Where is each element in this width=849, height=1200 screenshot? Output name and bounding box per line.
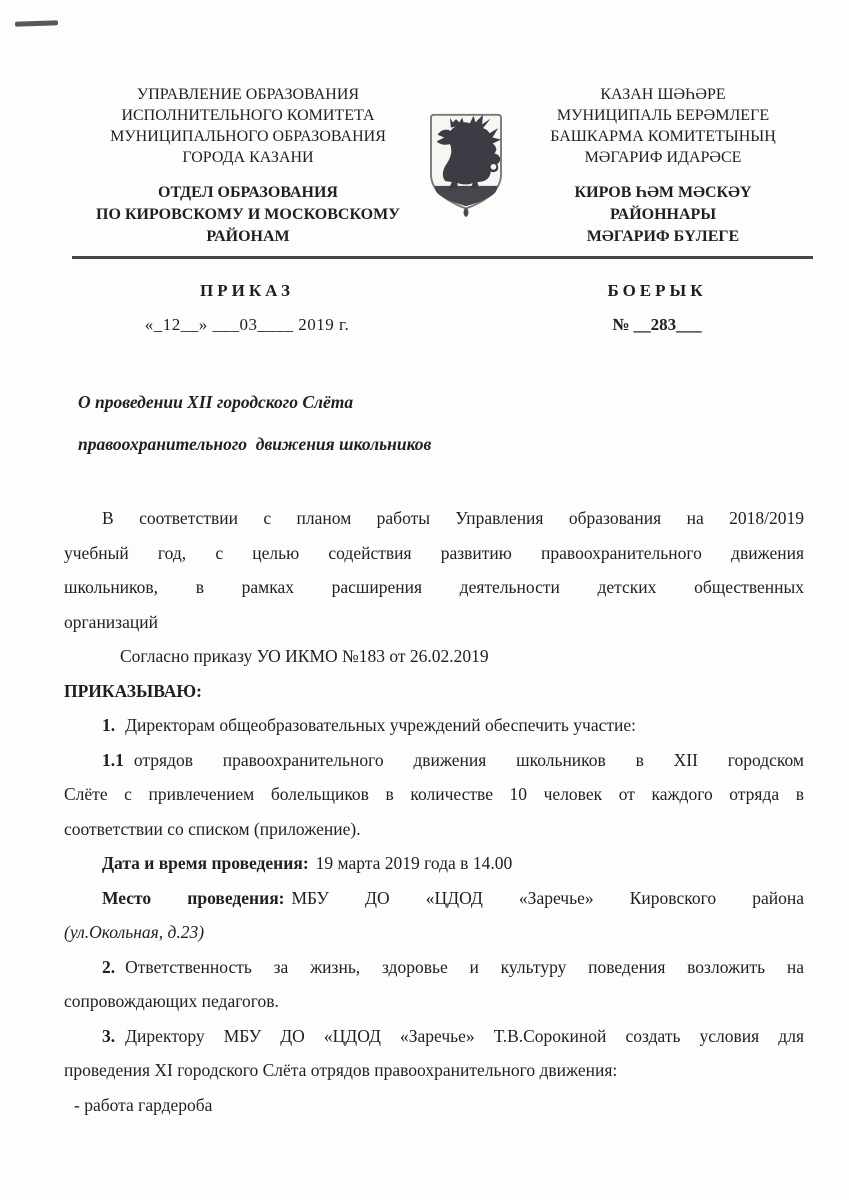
paragraph-line: учебный год, с целью содействия развитию правоохранительного движения <box>64 542 804 563</box>
dept-line: ПО КИРОВСКОМУ И МОСКОВСКОМУ <box>96 206 400 223</box>
dept-line: РАЙОННАРЫ <box>609 206 717 223</box>
scan-artifact-mark <box>15 20 58 26</box>
org-line: УПРАВЛЕНИЕ ОБРАЗОВАНИЯ <box>136 86 360 103</box>
item-1 <box>64 708 804 743</box>
item-number: 1. <box>102 715 116 735</box>
item-number: 1.1 <box>102 749 124 770</box>
order-body <box>64 501 804 1122</box>
dept-line: ОТДЕЛ ОБРАЗОВАНИЯ <box>158 184 338 201</box>
paragraph-line: сопровождающих педагогов. <box>64 991 279 1011</box>
place-line <box>64 881 804 916</box>
subject-line: О проведении XII городского Слёта <box>78 392 354 412</box>
order-heading-row <box>72 281 813 301</box>
item-text: Директорам общеобразовательных учреждений обеспечить участие: <box>125 715 636 735</box>
wardrobe-line: - работа гардероба <box>74 1094 213 1115</box>
subject-line: правоохранительного движения школьников <box>78 434 432 454</box>
order-date: «_12__» ___03____ 2019 г. <box>144 315 350 334</box>
item-1-1 <box>64 743 804 778</box>
prikazyvayu-heading: ПРИКАЗЫВАЮ: <box>64 680 202 701</box>
paragraph-line: В соответствии с планом работы Управления образования на 2018/2019 <box>102 508 804 528</box>
item-text: Директору МБУ ДО «ЦДОД «Заречье» Т.В.Сорокиной создать условия для <box>125 1025 804 1046</box>
header-divider <box>72 256 813 259</box>
datetime-label: Дата и время проведения: <box>102 853 309 873</box>
dept-block-russian <box>72 182 424 248</box>
order-heading-tat: БОЕРЫК <box>607 281 707 300</box>
org-line: МУНИЦИПАЛЬ БЕРӘМЛЕГЕ <box>556 107 770 124</box>
datetime-line <box>64 846 804 881</box>
org-block-russian <box>72 84 424 248</box>
dept-line: МӘГАРИФ БҮЛЕГЕ <box>586 228 740 245</box>
order-heading-ru: ПРИКАЗ <box>200 281 294 300</box>
kazan-coat-of-arms-icon <box>426 112 506 218</box>
item-2 <box>64 950 804 985</box>
dept-line: КИРОВ ҺӘМ МӘСКӘҮ <box>574 184 752 201</box>
paragraph-line: организаций <box>64 611 158 632</box>
letterhead <box>72 84 813 248</box>
item-text: отрядов правоохранительного движения школьников в XII городском <box>133 749 804 770</box>
org-line: МӘГАРИФ ИДАРӘСЕ <box>584 149 742 166</box>
datetime-value: 19 марта 2019 года в 14.00 <box>315 853 513 873</box>
order-meta-row <box>72 315 813 335</box>
org-line: БАШКАРМА КОМИТЕТЫНЫҢ <box>550 128 776 145</box>
dept-block-tatar <box>513 182 813 248</box>
item-3 <box>64 1019 804 1054</box>
place-value: МБУ ДО «ЦДОД «Заречье» Кировского района <box>291 887 804 908</box>
place-address: (ул.Окольная, д.23) <box>64 922 205 942</box>
dept-line: РАЙОНАМ <box>206 228 290 245</box>
item-number: 2. <box>102 956 116 977</box>
paragraph-line: соответствии со списком (приложение). <box>64 818 361 839</box>
org-line: ГОРОДА КАЗАНИ <box>182 149 314 166</box>
org-line: КАЗАН ШӘҺӘРЕ <box>600 86 726 103</box>
order-number: № __283___ <box>612 315 702 334</box>
place-label: Место проведения: <box>102 887 285 908</box>
basis-line: Согласно приказу УО ИКМО №183 от 26.02.2019 <box>120 646 489 666</box>
org-line: ИСПОЛНИТЕЛЬНОГО КОМИТЕТА <box>121 107 375 124</box>
org-line: МУНИЦИПАЛЬНОГО ОБРАЗОВАНИЯ <box>110 128 386 145</box>
paragraph-line: Слёте с привлечением болельщиков в количестве 10 человек от каждого отряда в <box>64 784 804 804</box>
item-number: 3. <box>102 1025 116 1046</box>
order-subject <box>78 391 804 455</box>
item-text: Ответственность за жизнь, здоровье и культуру поведения возложить на <box>125 956 804 977</box>
paragraph-line: проведения XI городского Слёта отрядов правоохранительного движения: <box>64 1060 618 1080</box>
paragraph-line: школьников, в рамках расширения деятельности детских общественных <box>64 577 804 597</box>
org-block-tatar <box>513 84 813 248</box>
